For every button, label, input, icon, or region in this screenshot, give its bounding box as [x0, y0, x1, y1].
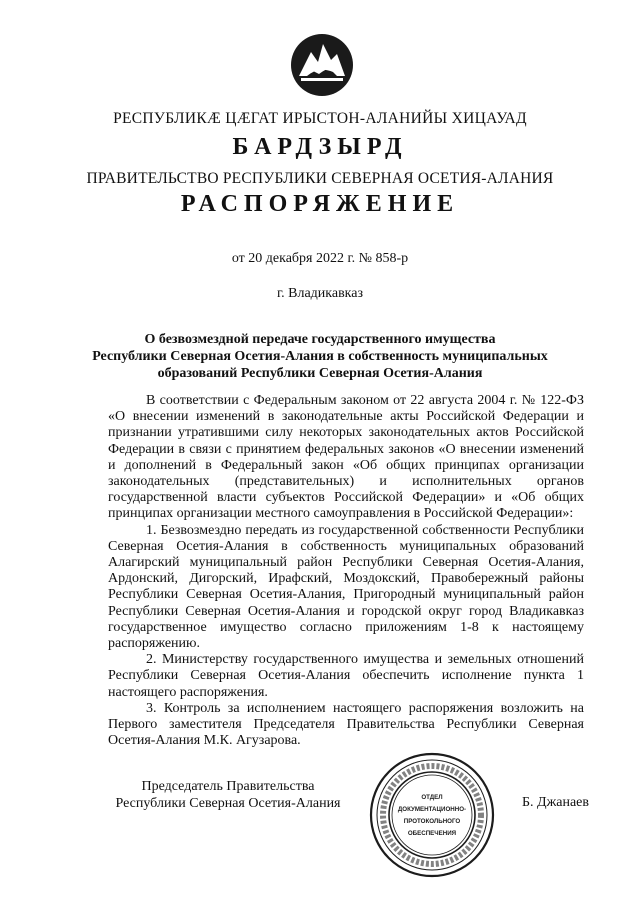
org-name-ossetian: РЕСПУБЛИКӔ ЦӔГАТ ИРЫСТОН-АЛАНИЙЫ ХИЦАУАД — [113, 110, 527, 127]
signatory-position-line: Председатель Правительства — [141, 779, 315, 794]
doc-type-russian: РАСПОРЯЖЕНИЕ — [180, 191, 460, 217]
official-stamp — [369, 752, 495, 878]
document-date: от 20 декабря 2022 г. № 858-р — [231, 251, 409, 266]
paragraph-item-2: 2. Министерству государственного имущества и земельных отношений Республики Северная Осетия-Алания обеспечить исполнение пункта 1 настоящего распоряжения. — [108, 652, 584, 700]
emblem-icon — [289, 32, 355, 98]
doc-type-ossetian: БАРДЗЫРД — [232, 134, 408, 160]
signatory-position-line: Республики Северная Осетия-Алания — [115, 796, 341, 811]
paragraph-preamble: В соответствии с Федеральным законом от 22 августа 2004 г. № 122-ФЗ «О внесении изменений в законодательные акты Российской Федерации и признании утратившими силу некоторых законодательных актов Российской Федерации в связи с принятием федеральных законов «О внесении изменений и дополнений в Федеральный закон «Об общих принципах организации законодательных (представительных) и исполнительных органов государственной власти субъектов Российской Федерации» и «Об общих принципах организации местного самоуправления в Российской Федерации»: — [108, 393, 584, 522]
stamp-text: ДОКУМЕНТАЦИОННО- — [397, 806, 467, 813]
signatory-name: Б. Джанаев — [522, 795, 590, 810]
paragraph-item-3: 3. Контроль за исполнением настоящего распоряжения возложить на Первого заместителя Председателя Правительства Республики Северная Осетия-Алания М.К. Агузарова. — [108, 700, 584, 749]
stamp-text: ПРОТОКОЛЬНОГО — [403, 818, 461, 825]
document-body — [108, 393, 584, 749]
paragraph-item-1: 1. Безвозмездно передать из государственной собственности Республики Северная Осетия-Алания в собственность муниципальных образований Алагирский муниципальный район Республики Северная Осетия-Алания, Ардонский, Дигорский, Ирафский, Моздокский, Правобережный районы Республики Северная Осетия-Алания, Пригородный муниципальный район Республики Северная Осетия-Алания и городской округ город Владикавказ государственное имущество согласно приложениям 1-8 к настоящему распоряжению. — [108, 522, 584, 652]
title-line: Республики Северная Осетия-Алания в собственность муниципальных — [92, 349, 548, 364]
signatory-position — [108, 778, 348, 812]
title-line: О безвозмездной передаче государственного имущества — [144, 332, 496, 347]
stamp-text: ОБЕСПЕЧЕНИЯ — [407, 830, 457, 837]
document-title — [0, 331, 640, 382]
stamp-text: ОТДЕЛ — [421, 794, 443, 801]
org-name-russian: ПРАВИТЕЛЬСТВО РЕСПУБЛИКИ СЕВЕРНАЯ ОСЕТИЯ-АЛАНИЯ — [86, 170, 554, 187]
title-line: образований Республики Северная Осетия-Алания — [157, 366, 483, 381]
document-city: г. Владикавказ — [276, 286, 364, 301]
